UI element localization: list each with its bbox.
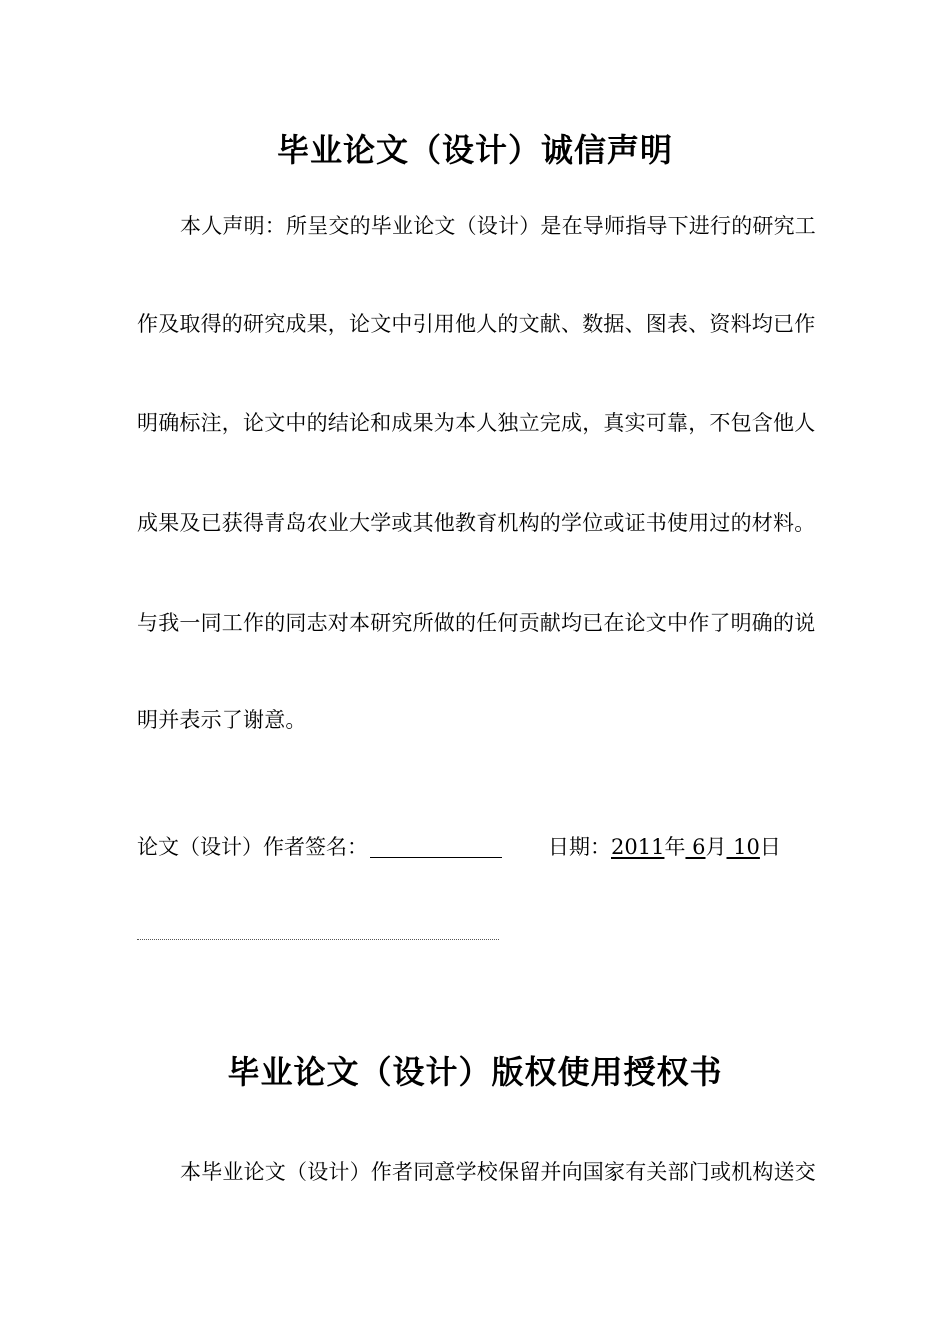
- date-year: 2011: [611, 835, 665, 859]
- date-month: 6: [685, 835, 706, 859]
- copyright-line-1: 本毕业论文（设计）作者同意学校保留并向国家有关部门或机构送交: [180, 1160, 816, 1184]
- declaration-line-2: 作及取得的研究成果，论文中引用他人的文献、数据、图表、资料均已作: [137, 312, 816, 336]
- date-day-unit: 日: [759, 835, 781, 859]
- declaration-line-4: 成果及已获得青岛农业大学或其他教育机构的学位或证书使用过的材料。: [137, 511, 816, 535]
- signature-field[interactable]: [370, 835, 502, 858]
- declaration-line-3: 明确标注，论文中的结论和成果为本人独立完成，真实可靠，不包含他人: [137, 411, 816, 435]
- date-month-unit: 月: [705, 835, 727, 859]
- declaration-line-1: 本人声明：所呈交的毕业论文（设计）是在导师指导下进行的研究工: [180, 214, 816, 238]
- date-day: 10: [726, 835, 760, 859]
- date-year-unit: 年: [664, 835, 686, 859]
- section-divider: [137, 939, 499, 940]
- signature-row: [137, 832, 859, 862]
- signature-label: 论文（设计）作者签名：: [137, 835, 368, 859]
- declaration-title: 毕业论文（设计）诚信声明: [276, 131, 673, 169]
- copyright-title: 毕业论文（设计）版权使用授权书: [227, 1053, 723, 1091]
- declaration-line-6: 明并表示了谢意。: [137, 708, 307, 732]
- declaration-line-5: 与我一同工作的同志对本研究所做的任何贡献均已在论文中作了明确的说: [137, 611, 816, 635]
- date-label: 日期：: [548, 835, 611, 859]
